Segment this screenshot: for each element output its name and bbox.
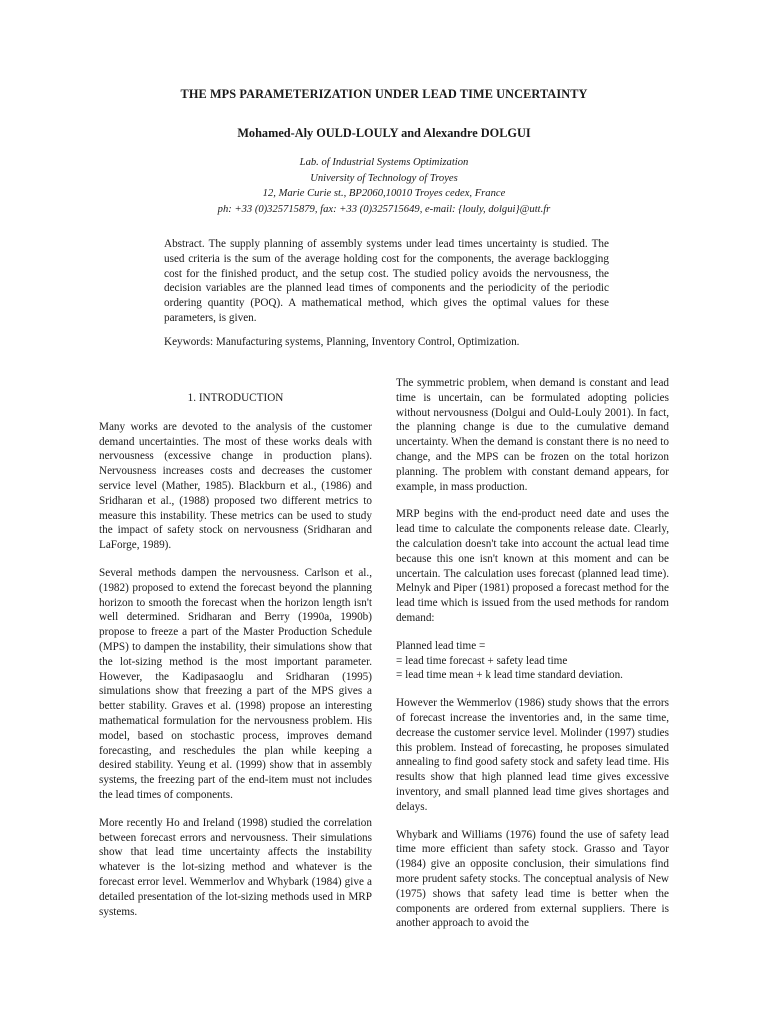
paragraph: The symmetric problem, when demand is constant and lead time is uncertain, can be formulated adopting policies without nervousness (Dolgui and Ould-Louly 2001). In fact, the planning change is due to the cumulative demand uncertainty. When the demand is constant there is no need to change, and the MPS can be frozen on the total horizon planning. The problem with constant demand appears, for example, in mass production. [396, 377, 669, 493]
paper-authors: Mohamed-Aly OULD-LOULY and Alexandre DOLGUI [237, 126, 531, 140]
affiliation-university: University of Technology of Troyes [310, 172, 458, 184]
paper-title: THE MPS PARAMETERIZATION UNDER LEAD TIME UNCERTAINTY [180, 87, 588, 101]
planned-lead-time-formula [396, 639, 669, 683]
right-column [396, 376, 669, 931]
formula-line: = lead time mean + k lead time standard deviation. [396, 669, 623, 682]
affiliation-contact: ph: +33 (0)325715879, fax: +33 (0)325715649, e-mail: {louly, dolgui}@utt.fr [217, 203, 551, 215]
paragraph: Whybark and Williams (1976) found the use of safety lead time more efficient than safety stock. Grasso and Tayor (1984) give an opposite conclusion, their simulations find more prudent safety stocks. The conceptual analysis of New (1975) shows that safety lead time is better when the components are ordered from external suppliers. There is another approach to avoid the [396, 828, 669, 930]
affiliation-lab: Lab. of Industrial Systems Optimization [299, 157, 469, 168]
paragraph: More recently Ho and Ireland (1998) studied the correlation between forecast errors and nervousness. Their simulations show that lead time uncertainty affects the instability whatever is the lot-sizing method and whatever is the forecast error level. Wemmerlov and Whybark (1984) give a detailed presentation of the lot-sizing methods used in MRP systems. [99, 816, 372, 918]
paragraph: Many works are devoted to the analysis of the customer demand uncertainties. The most of these works deals with nervousness (excessive change in production plans). Nervousness increases costs and decreases the customer service level (Mather, 1985). Blackburn et al., (1986) and Sridharan et al., (1988) proposed two different metrics to measure this instability. These metrics can be used to study the impact of safety stock on nervousness (Sridharan and LaForge, 1989). [99, 420, 372, 552]
affiliation-block [0, 155, 768, 217]
paragraph: MRP begins with the end-product need date and uses the lead time to calculate the components release date. Clearly, the calculation doesn't take into account the actual lead time because this one isn't known at this moment and can be uncertain. The calculation uses forecast (planned lead time). Melnyk and Piper (1981) proposed a forecast method for the lead time which is issued from the used methods for random demand: [396, 508, 669, 624]
formula-line: = lead time forecast + safety lead time [396, 654, 568, 667]
paragraph: Several methods dampen the nervousness. Carlson et al., (1982) proposed to extend the forecast beyond the planning horizon to smooth the forecast when the horizon length isn't well determined. Sridharan and Berry (1990a, 1990b) propose to freeze a part of the Master Production Schedule (MPS) to dampen the instability, their simulations show that the lot-sizing method is the most important parameter. However, the Kadipasaoglu and Sridharan (1995) simulations show that freezing a part of the MPS gives a better stability. Graves et al. (1998) propose an interesting mathematical formulation for the nervousness problem. His model, based on stochastic process, improves demand forecasting, and reschedules the plan while keeping a desired stability. Yeung et al. (1999) show that in assembly systems, the freezing part of the end-item must not includes the lead times of components. [99, 566, 372, 801]
keywords: Keywords: Manufacturing systems, Planning, Inventory Control, Optimization. [164, 336, 520, 348]
affiliation-address: 12, Marie Curie st., BP2060,10010 Troyes cedex, France [262, 188, 506, 199]
formula-line: Planned lead time = [396, 639, 486, 652]
section-heading-introduction: 1. INTRODUCTION [187, 392, 284, 404]
abstract: Abstract. The supply planning of assembly systems under lead times uncertainty is studied. The used criteria is the sum of the average holding cost for the components, the average backlogging cost for the finished product, and the setup cost. The studied policy avoids the nervousness, the decision variables are the planned lead times of components and the periodicity of the periodic ordering quantity (POQ). A mathematical method, which gives the optimal values for these parameters, is given. [164, 238, 609, 324]
paragraph: However the Wemmerlov (1986) study shows that the errors of forecast increase the inventories and, in the same time, decrease the customer service level. Molinder (1997) studies this problem. Instead of forecasting, he proposes simulated annealing to find good safety stock and safety lead time. His results show that high planned lead time gives excessive inventory, and small planned lead time gives shortages and delays. [396, 697, 669, 813]
left-column [99, 391, 372, 932]
